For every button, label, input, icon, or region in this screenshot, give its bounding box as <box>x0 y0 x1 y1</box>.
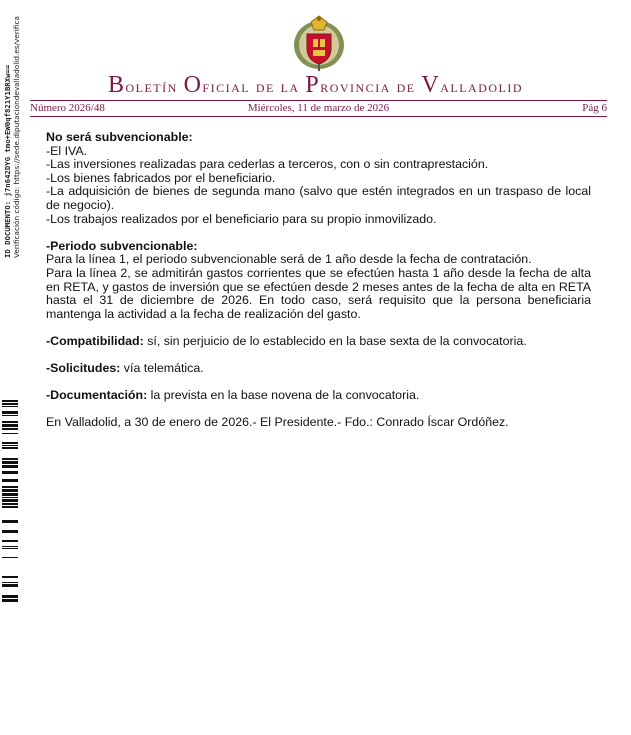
page-number: Pág 6 <box>582 102 607 114</box>
barcode-icon <box>2 400 18 610</box>
header-rule-bottom <box>30 116 607 117</box>
title-cap-3: P <box>305 72 321 98</box>
closing-signature: En Valladolid, a 30 de enero de 2026.- El Presidente.- Fdo.: Conrado Íscar Ordóñez. <box>46 415 509 430</box>
header-rule-top <box>30 100 607 101</box>
issue-number: Número 2026/48 <box>30 102 105 114</box>
document-body <box>46 131 591 430</box>
title-cap-1: B <box>107 72 126 98</box>
periodo-linea-1: Para la línea 1, el periodo subvencionable será de 1 año desde la fecha de contratación. <box>46 252 532 267</box>
title-rest-4: alladolid <box>440 77 524 96</box>
section-periodo-title: -Periodo subvencionable: <box>46 238 198 253</box>
documentacion: -Documentación: la prevista en la base novena de la convocatoria. <box>46 388 420 403</box>
compatibilidad: -Compatibilidad: sí, sin perjuicio de lo establecido en la base sexta de la convocatoria. <box>46 333 527 348</box>
periodo-linea-2: Para la línea 2, se admitirán gastos corrientes que se efectúen hasta 1 año desde la fecha de alta en RETA, y gastos de inversión que se efectúen desde 2 meses antes de la fecha de alta en RETA hasta el 31 de diciembre de 2026. En todo caso, será requisito que la persona beneficiaria mantenga la actividad a la fecha de realización del gasto. <box>46 265 591 321</box>
title-rest-3: rovincia de <box>320 77 422 96</box>
issue-date: Miércoles, 11 de marzo de 2026 <box>247 102 390 114</box>
coat-of-arms-icon <box>291 12 347 72</box>
document-id: ID DOCUMENTO: j7n642DYG tmo+EW0qf821Y1BRXw== <box>3 64 12 258</box>
verification-text <box>3 16 21 258</box>
title-cap-4: V <box>421 72 441 98</box>
header-meta <box>30 102 607 116</box>
section-no-subvencionable-title: No será subvencionable: <box>46 130 193 144</box>
list-item: -El IVA. <box>46 143 88 158</box>
list-item: -Los trabajos realizados por el beneficiario para su propio inmovilizado. <box>46 211 437 226</box>
verification-url: Verificación código: https://sede.diputaciondevalladolid.es/verifica <box>12 16 21 258</box>
solicitudes: -Solicitudes: vía telemática. <box>46 361 204 376</box>
title-rest-2: ficial de la <box>202 77 306 96</box>
title-rest-1: oletín <box>125 77 184 96</box>
list-item: -Las inversiones realizadas para cederlas a terceros, con o sin contraprestación. <box>46 157 489 172</box>
journal-title <box>0 72 631 99</box>
list-item: -La adquisición de bienes de segunda mano (salvo que estén integrados en un traspaso de local de negocio). <box>46 184 591 212</box>
list-item: -Los bienes fabricados por el beneficiario. <box>46 170 276 185</box>
title-cap-2: O <box>183 72 203 98</box>
